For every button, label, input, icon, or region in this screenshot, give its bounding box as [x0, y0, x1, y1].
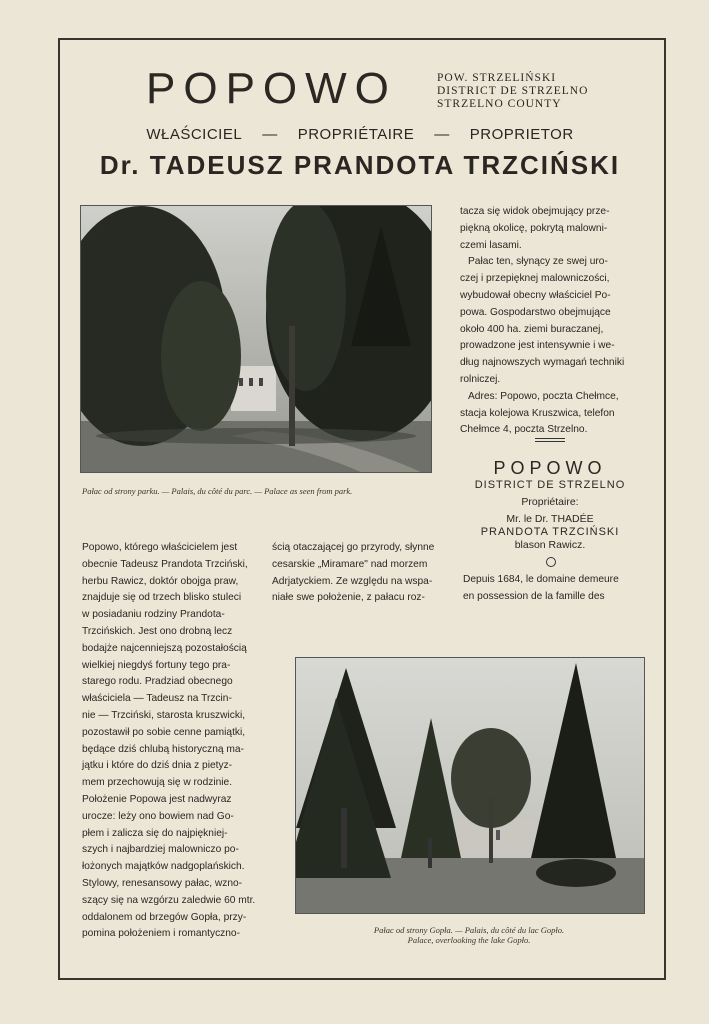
french-text	[463, 572, 642, 606]
text-line: łożonych majątków nadgoplańskich.	[82, 861, 245, 873]
text-line: cesarskie „Miramare" nad morzem	[272, 558, 428, 570]
text-line: Adrjatyckiem. Ze względu na wspa-	[272, 575, 433, 587]
owner-label-line	[60, 126, 660, 143]
park-photo-caption: Pałac od strony parku. — Palais, du côté du parc. — Palace as seen from park.	[82, 486, 353, 496]
page-title: POPOWO	[146, 64, 397, 113]
text-line: Trzcińskich. Jest ono drobną lecz	[82, 625, 233, 637]
text-line: płem i zalicza się do najpiękniej-	[82, 827, 228, 839]
french-blason: blason Rawicz.	[514, 539, 586, 551]
text-line: obecnie Tadeusz Prandota Trzciński,	[82, 558, 248, 570]
french-proprietaire: Propriétaire:	[521, 496, 579, 508]
district-heading	[437, 72, 588, 111]
french-district: DISTRICT DE STRZELNO	[474, 479, 626, 491]
district-line: POW. STRZELIŃSKI	[437, 72, 557, 84]
text-line: Pałac ten, słynący ze swej uro-	[468, 256, 608, 268]
text-line: herbu Rawicz, doktór obojga praw,	[82, 575, 239, 587]
text-line: w posiadaniu rodziny Prandota-	[82, 609, 225, 621]
text-line: Chełmce 4, poczta Strzelno.	[460, 424, 588, 436]
text-line: znajduje się od trzech blisko stuleci	[82, 592, 242, 604]
text-line: około 400 ha. ziemi buraczanej,	[460, 323, 604, 335]
text-line: czej i przepięknej malowniczości,	[460, 273, 610, 285]
text-line: dług najnowszych wymagań techniki	[460, 357, 625, 369]
left-column-text	[82, 540, 262, 943]
text-line: jątku i które do dziś dnia z pietyz-	[82, 760, 233, 772]
text-line: Popowo, którego właścicielem jest	[82, 542, 238, 553]
text-line: właściciela — Tadeusz na Trzcin-	[82, 693, 232, 705]
text-line: Adres: Popowo, poczta Chełmce,	[468, 390, 619, 402]
owner-label: PROPRIETOR	[469, 126, 574, 143]
text-line: tacza się widok obejmujący prze-	[460, 206, 610, 217]
text-line: powa. Gospodarstwo obejmujące	[460, 306, 611, 318]
park-photo-image	[81, 206, 431, 472]
text-line: prowadzone jest intensywnie i we-	[460, 340, 615, 352]
text-line: wielkiej niegdyś fortuny tego pra-	[82, 659, 231, 671]
separator: —	[262, 126, 278, 143]
owner-name: Dr. TADEUSZ PRANDOTA TRZCIŃSKI	[99, 150, 621, 180]
text-line: wybudował obecny właściciel Po-	[460, 289, 611, 301]
text-line: ścią otaczającej go przyrody, słynne	[272, 542, 435, 553]
owner-label: WŁAŚCICIEL	[146, 126, 243, 143]
ornament-circle	[546, 557, 556, 567]
lake-photo-caption	[295, 925, 643, 945]
french-block	[455, 458, 645, 552]
text-line: nie — Trzciński, starosta kruszwicki,	[82, 709, 246, 721]
text-line: rolniczej.	[460, 373, 501, 385]
text-line: Depuis 1684, le domaine demeure	[463, 574, 619, 585]
district-line: DISTRICT DE STRZELNO	[437, 85, 589, 97]
right-column-text	[460, 204, 640, 439]
text-line: starego rodu. Pradziad obecnego	[82, 676, 233, 688]
text-line: Położenie Popowa jest nadwyraz	[82, 793, 232, 805]
lake-photo	[295, 657, 645, 914]
text-line: urocze: leży ono bowiem nad Go-	[82, 810, 234, 822]
text-line: czemi lasami.	[460, 239, 522, 251]
text-line: Stylowy, renesansowy pałac, wzno-	[82, 877, 243, 889]
district-line: STRZELNO COUNTY	[437, 98, 562, 110]
text-line: piękną okolicę, pokrytą malowni-	[460, 222, 608, 234]
text-line: niałe swe położenie, z pałacu roz-	[272, 592, 425, 604]
text-line: pomina położeniem i romantyczno-	[82, 928, 240, 940]
french-title: POPOWO	[493, 458, 607, 478]
text-line: będące dziś chlubą historyczną ma-	[82, 743, 244, 755]
text-line: stacja kolejowa Kruszwica, telefon	[460, 407, 615, 419]
separator: —	[434, 126, 450, 143]
middle-column-text	[272, 540, 452, 607]
french-mr: Mr. le Dr. THADÉE	[506, 513, 594, 525]
text-line: szący się na wzgórzu zaledwie 60 mtr.	[82, 894, 256, 906]
french-name: PRANDOTA TRZCIŃSKI	[480, 526, 620, 538]
lake-photo-image	[296, 658, 644, 913]
text-line: oddalonem od brzegów Gopła, przy-	[82, 911, 247, 923]
divider-rule	[535, 438, 565, 442]
text-line: pozostawił po sobie cenne pamiątki,	[82, 726, 246, 738]
text-line: szych i najbardziej malowniczo po-	[82, 844, 239, 856]
text-line: en possession de la famille des	[463, 590, 605, 602]
owner-label: PROPRIÉTAIRE	[297, 126, 415, 143]
text-line: mem przechowują się w rodzinie.	[82, 777, 233, 789]
park-photo	[80, 205, 432, 473]
caption-line: Palace, overlooking the lake Gopło.	[407, 935, 531, 945]
text-line: bodajże najcenniejszą pozostałością	[82, 642, 247, 654]
caption-line: Pałac od strony Gopła. — Palais, du côté du lac Gopło.	[373, 925, 565, 935]
